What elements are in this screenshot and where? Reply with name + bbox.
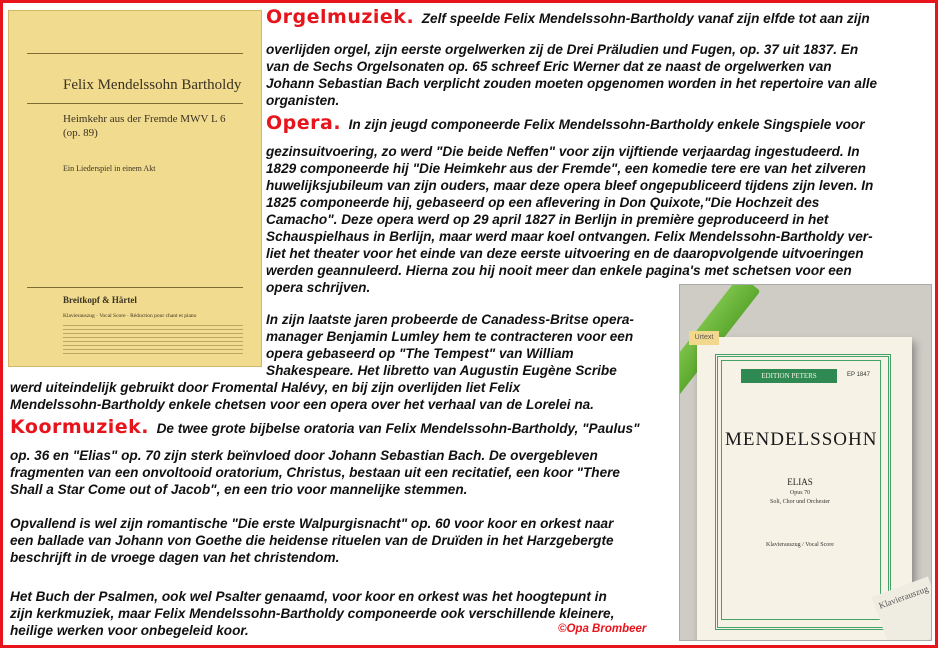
cover-rule-top	[27, 53, 243, 54]
heading-koormuziek: Koormuziek.	[10, 416, 150, 438]
koor-line-4: Shall a Star Come out of Jacob", en een trio voor mannelijke stemmen.	[10, 482, 468, 497]
opera-p2-line-4: Shakespeare. Het libretto van Augustin Eugène Scribe	[266, 363, 617, 378]
urtext-tag: Urtext	[689, 331, 719, 345]
heading-opera: Opera.	[266, 112, 342, 134]
opera-line-9: werden geannuleerd. Hierna zou hij nooit meer dan enkele pagina's met schetsen voor een	[266, 263, 852, 278]
copyright-credit: ©Opa Brombeer	[558, 623, 647, 635]
koor-p3-line-2: zijn kerkmuziek, maar Felix Mendelssohn-Bartholdy componeerde ook verschillende kleinere,	[10, 606, 615, 621]
orgel-line-3: van de Sechs Orgelsonaten op. 65 schreef Eric Werner dat ze naast de orgelwerken van	[266, 59, 832, 74]
cover-rule-mid	[27, 103, 243, 104]
koor-line-3: fragmenten van een onvoltooid oratorium, Christus, bestaan uit een recitatief, een koor "There	[10, 465, 620, 480]
cover-publisher: Breitkopf & Härtel	[63, 295, 137, 305]
cover-opus-70: Opus 70	[789, 490, 811, 496]
edition-peters-label: EDITION PETERS	[741, 369, 837, 383]
opera-p2-line-6: Mendelssohn-Bartholdy enkele chetsen voor een opera over het verhaal van de Lorelei na.	[10, 397, 594, 412]
opera-p2-line-1: In zijn laatste jaren probeerde de Canadess-Britse opera-	[266, 312, 634, 327]
opera-line-2: gezinsuitvoering, zo werd "Die beide Neffen" voor zijn vijftiende verjaardag ingestudeerd. In	[266, 144, 860, 159]
cover-small-print: Klavierauszug · Vocal Score · Réduction pour chant et piano	[63, 313, 197, 319]
cover-vocal-score: Klavierauszug / Vocal Score	[766, 542, 834, 548]
opera-line-1: Opera. In zijn jeugd componeerde Felix Mendelssohn-Bartholdy enkele Singspiele voor	[266, 112, 865, 134]
opera-line-10: opera schrijven.	[266, 280, 371, 295]
opera-p2-line-2: manager Benjamin Lumley hem te contracteren voor een	[266, 329, 634, 344]
opera-line-8: liet het theater voor het einde van deze eerste uitvoering en de daaropvolgende uitvoeringen	[266, 246, 864, 261]
orgel-line-2: overlijden orgel, zijn eerste orgelwerken zij de Drei Präludien und Fugen, op. 37 uit 1837. En	[266, 42, 859, 57]
score-cover-heimkehr	[8, 10, 262, 367]
edition-code: EP 1847	[847, 372, 870, 378]
opera-line-5: 1825 componeerde hij, gebaseerd op een aflevering in Don Quixote,"Die Hochzeit des	[266, 195, 820, 210]
koor-p2-line-2: een ballade van Johann von Goethe die heidense rituelen van de Druïden in het Harzgebergte	[10, 533, 614, 548]
opera-line-6: Camacho". Deze opera werd op 29 april 1827 in Berlijn in première geproduceerd in het	[266, 212, 829, 227]
koor-p3-line-3: heilige werken voor onbegeleid koor.	[10, 623, 249, 638]
koor-line-2: op. 36 en "Elias" op. 70 zijn sterk beïnvloed door Johann Sebastian Bach. De overgebleven	[10, 448, 598, 463]
cover-composer-mendelssohn: MENDELSSOHN	[725, 429, 878, 450]
opera-p2-line-3: opera gebaseerd op "The Tempest" van William	[266, 346, 574, 361]
cover-title: Heimkehr aus der Fremde MWV L 6	[63, 113, 226, 125]
photo-elias-score	[679, 284, 932, 641]
orgel-line-4: Johann Sebastian Bach verplicht zouden moeten opgenomen worden in het repertoire van alle	[266, 76, 878, 91]
cover-rule-bottom	[27, 287, 243, 288]
koor-p3-line-1: Het Buch der Psalmen, ook wel Psalter genaamd, voor koor en orkest was het hoogtepunt in	[10, 589, 607, 604]
opera-line-3: 1829 componeerde hij "Die Heimkehr aus der Fremde", een komedie tere ere van het zilveren	[266, 161, 866, 176]
heading-orgelmuziek: Orgelmuziek.	[266, 6, 415, 28]
orgel-line-5: organisten.	[266, 93, 340, 108]
koor-p2-line-3: beschrijft in de vroege dagen van het christendom.	[10, 550, 340, 565]
cover-title-elias: ELIAS	[787, 477, 813, 487]
opera-line-7: Schauspielhaus in Berlijn, maar werd maar koel ontvangen. Felix Mendelssohn-Bartholdy ver-	[266, 229, 873, 244]
cover-composer: Felix Mendelssohn Bartholdy	[63, 77, 242, 93]
cover-fine-print-lines	[63, 325, 243, 355]
cover-opus: (op. 89)	[63, 127, 98, 139]
second-score-spine: Klavierauszug	[877, 583, 930, 611]
opera-line-4: huwelijksjubileum van zijn ouders, maar deze opera bleef ongepubliceerd tijdens zijn leven. In	[266, 178, 874, 193]
koor-p2-line-1: Opvallend is wel zijn romantische "Die erste Walpurgisnacht" op. 60 voor koor en orkest naar	[10, 516, 614, 531]
koor-line-1: Koormuziek. De twee grote bijbelse oratoria van Felix Mendelssohn-Bartholdy, "Paulus"	[10, 416, 640, 438]
opera-p2-line-5: werd uiteindelijk gebruikt door Fromental Halévy, en bij zijn overlijden liet Felix	[10, 380, 521, 395]
cover-subtitle: Ein Liederspiel in einem Akt	[63, 164, 156, 173]
cover-subtitle-elias: Soli, Chor und Orchester	[770, 499, 830, 505]
orgel-line-1: Orgelmuziek. Zelf speelde Felix Mendelssohn-Bartholdy vanaf zijn elfde tot aan zijn	[266, 6, 870, 28]
